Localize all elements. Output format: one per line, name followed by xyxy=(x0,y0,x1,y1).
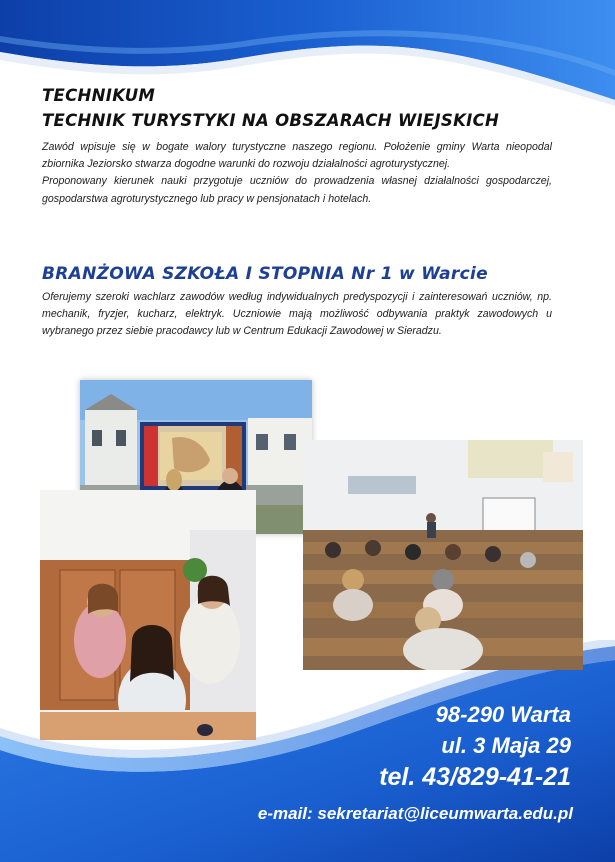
photo-lecture-hall xyxy=(303,440,583,670)
section-1-title-line-2: TECHNIK TURYSTYKI NA OBSZARACH WIEJSKICH xyxy=(42,111,500,130)
section-1-paragraph-2: Proponowany kierunek nauki przygotuje uczniów do prowadzenia własnej działalności gospodarczej, gospodarstwa agroturystycznego lub pracy w pensjonatach i hotelach. xyxy=(42,175,552,205)
section-1-paragraph-1: Zawód wpisuje się w bogate walory turystyczne naszego regionu. Położenie gminy Warta nieopodal zbiornika Jeziorsko stwarza dogodne warunki do rozwoju działalności agroturystycznej. xyxy=(42,141,552,171)
section-1-title-line-1: TECHNIKUM xyxy=(42,86,156,105)
address-line-1: 98-290 Warta xyxy=(435,702,571,727)
section-2-title: BRANŻOWA SZKOŁA I STOPNIA Nr 1 w Warcie xyxy=(42,264,488,284)
section-1-text xyxy=(42,139,552,208)
address-line-2: ul. 3 Maja 29 xyxy=(441,733,571,758)
photo-hairdressing-class xyxy=(40,490,256,740)
email-address[interactable]: e-mail: sekretariat@liceumwarta.edu.pl xyxy=(257,804,573,823)
section-2-paragraph: Oferujemy szeroki wachlarz zawodów według indywidualnych predyspozycji i zainteresowań uczniów, np. mechanik, fryzjer, kucharz, elektryk. Uczniowie mają możliwość odbywania praktyk zawodowych u wybranego przez siebie pracodawcy lub w Centrum Edukacji Zawodowej w Sieradzu. xyxy=(42,291,552,338)
phone-number[interactable]: tel. 43/829-41-21 xyxy=(379,763,571,791)
